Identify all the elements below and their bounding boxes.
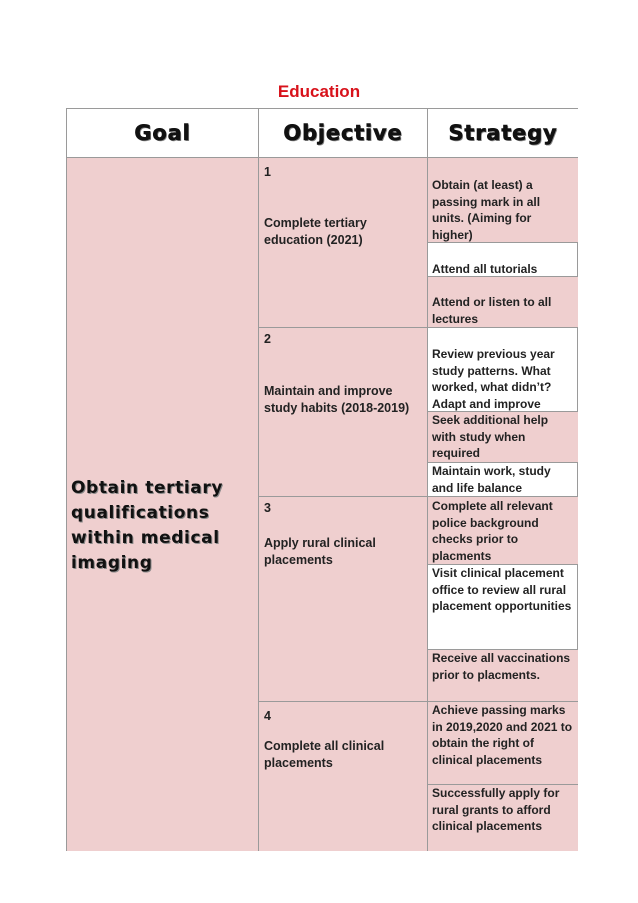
row-divider: [428, 242, 577, 243]
objective-cell-4: [259, 702, 427, 851]
objective-number: 2: [264, 332, 271, 346]
row-divider: [259, 701, 577, 702]
strategy-cell-10: [428, 702, 578, 784]
objective-cell-1: [259, 158, 427, 327]
strategy-text: Visit clinical placement office to review all rural placement opportunities: [432, 566, 572, 613]
row-divider: [428, 564, 577, 565]
header-strategy: Strategy: [428, 109, 578, 157]
objective-cell-3: [259, 497, 427, 701]
goal-text: Obtain tertiary qualifications within medical imaging: [71, 478, 223, 573]
strategy-text: Review previous year study patterns. What worked, what didn’t? Adapt and improve: [432, 347, 555, 411]
objective-text: Complete all clinical placements: [264, 739, 385, 770]
column-divider: [427, 109, 428, 850]
education-table: [66, 108, 578, 851]
objective-text: Apply rural clinical placements: [264, 536, 376, 567]
strategy-text: Maintain work, study and life balance: [432, 464, 551, 495]
strategy-text: Complete all relevant police background checks prior to placments: [432, 499, 553, 563]
strategy-text: Seek additional help with study when required: [432, 413, 549, 460]
strategy-cell-5: [428, 412, 578, 462]
page-title: Education: [277, 82, 361, 101]
strategy-text: Receive all vaccinations prior to placments.: [432, 651, 571, 682]
strategy-cell-4: [428, 328, 578, 411]
row-divider: [428, 784, 577, 785]
strategy-cell-9: [428, 650, 578, 701]
strategy-text: Successfully apply for rural grants to afford clinical placements: [432, 786, 560, 833]
strategy-text: Attend all tutorials: [432, 262, 538, 276]
objective-number: 4: [264, 709, 271, 723]
header-objective: Objective: [259, 109, 427, 157]
strategy-cell-11: [428, 785, 578, 851]
goal-cell: [67, 158, 258, 851]
objective-text: Complete tertiary education (2021): [264, 216, 367, 247]
strategy-cell-7: [428, 497, 578, 564]
row-divider: [428, 276, 577, 277]
strategy-text: Attend or listen to all lectures: [432, 295, 552, 326]
strategy-cell-6: [428, 463, 578, 496]
row-divider: [428, 411, 577, 412]
objective-number: 3: [264, 501, 271, 515]
strategy-text: Obtain (at least) a passing mark in all units. (Aiming for higher): [432, 178, 541, 242]
header-goal: Goal: [67, 109, 258, 157]
row-divider: [428, 649, 577, 650]
strategy-text: Achieve passing marks in 2019,2020 and 2021 to obtain the right of clinical placements: [432, 703, 573, 767]
objective-text: Maintain and improve study habits (2018-2019): [264, 384, 410, 415]
row-divider: [259, 496, 577, 497]
column-divider: [258, 109, 259, 850]
row-divider: [428, 462, 577, 463]
strategy-cell-2: [428, 243, 578, 276]
objective-number: 1: [264, 165, 271, 179]
strategy-cell-8: [428, 565, 578, 649]
strategy-cell-1: [428, 158, 578, 242]
strategy-cell-3: [428, 277, 578, 327]
objective-cell-2: [259, 328, 427, 496]
row-divider: [67, 157, 577, 158]
row-divider: [259, 327, 577, 328]
